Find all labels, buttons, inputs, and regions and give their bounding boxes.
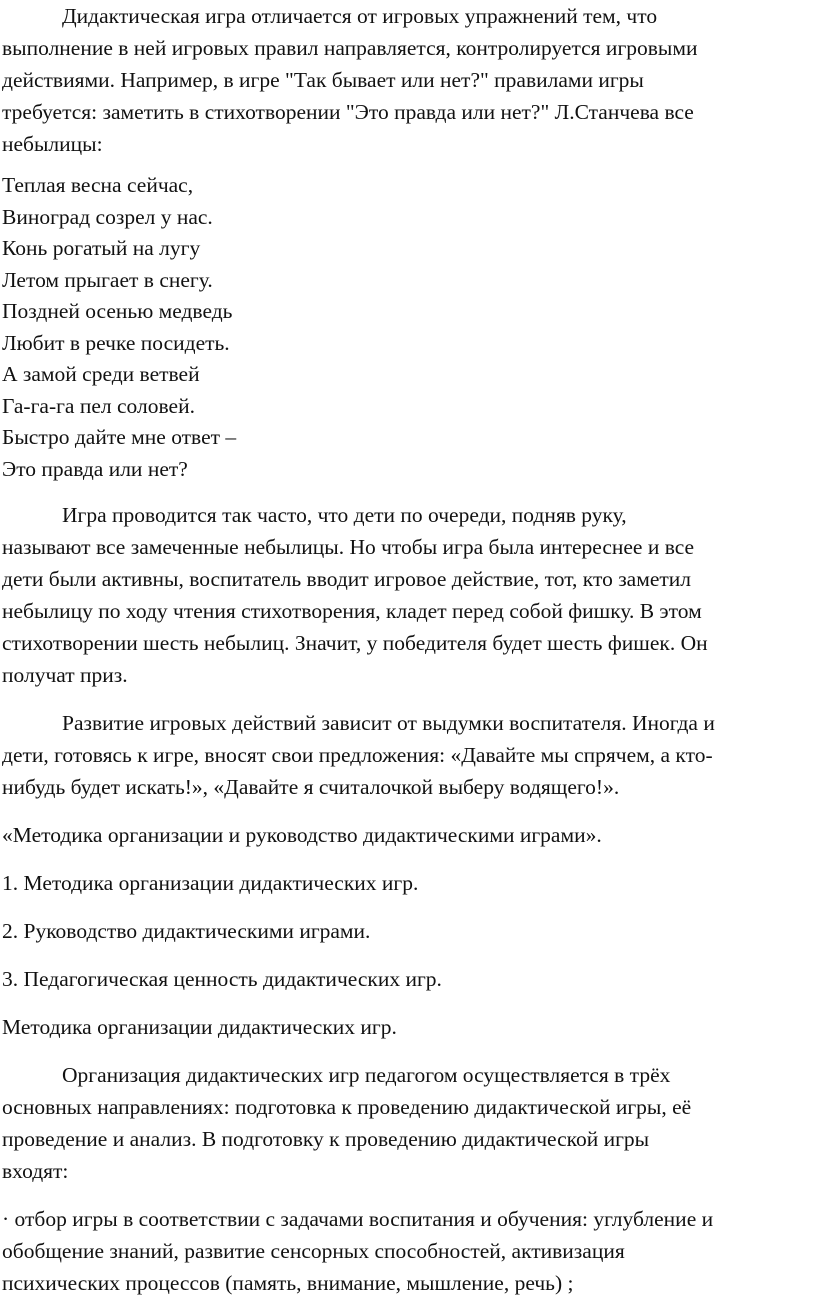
text-line: обобщение знаний, развитие сенсорных способностей, активизация xyxy=(2,1239,625,1263)
text-line: стихотворении шесть небылиц. Значит, у победителя будет шесть фишек. Он xyxy=(2,631,708,655)
text-line: небылицу по ходу чтения стихотворения, кладет перед собой фишку. В этом xyxy=(2,599,702,623)
paragraph-game-procedure xyxy=(2,499,814,691)
text-line: Развитие игровых действий зависит от выдумки воспитателя. Иногда и xyxy=(62,711,715,735)
outline-item: 1. Методика организации дидактических игр. xyxy=(2,871,419,895)
text-line: психических процессов (память, внимание, мышление, речь) ; xyxy=(2,1271,574,1295)
text-line: · отбор игры в соответствии с задачами воспитания и обучения: углубление и xyxy=(2,1207,714,1231)
poem-line: Быстро дайте мне ответ – xyxy=(2,425,237,449)
document-page xyxy=(2,0,814,1299)
section-title: «Методика организации и руководство дидактическими играми». xyxy=(2,823,602,847)
paragraph-didactic-game-definition xyxy=(2,0,814,160)
text-line: входят: xyxy=(2,1159,69,1183)
outline-item: 3. Педагогическая ценность дидактических игр. xyxy=(2,967,442,991)
text-line: дети были активны, воспитатель вводит игровое действие, тот, кто заметил xyxy=(2,567,692,591)
text-line: проведение и анализ. В подготовку к проведению дидактической игры xyxy=(2,1127,650,1151)
poem-is-it-true xyxy=(2,170,814,485)
subsection-title: Методика организации дидактических игр. xyxy=(2,1015,397,1039)
text-line: выполнение в ней игровых правил направляется, контролируется игровыми xyxy=(2,36,698,60)
text-line: Игра проводится так часто, что дети по очереди, подняв руку, xyxy=(62,503,627,527)
bullet-item-game-selection xyxy=(2,1203,814,1299)
poem-line: Га-га-га пел соловей. xyxy=(2,393,195,418)
poem-line: А замой среди ветвей xyxy=(2,362,200,386)
text-line: называют все замеченные небылицы. Но чтобы игра была интереснее и все xyxy=(2,535,695,559)
text-line: получат приз. xyxy=(2,663,128,687)
text-line: небылицы: xyxy=(2,132,103,156)
poem-line: Летом прыгает в снегу. xyxy=(2,267,213,292)
outline-list xyxy=(2,867,814,995)
text-line: требуется: заметить в стихотворении "Это правда или нет?" Л.Станчева все xyxy=(2,100,694,124)
text-line: действиями. Например, в игре "Так бывает или нет?" правилами игры xyxy=(2,68,644,92)
poem-line: Конь рогатый на лугу xyxy=(2,236,201,260)
poem-line: Любит в речке посидеть. xyxy=(2,330,230,355)
poem-line: Виноград созрел у нас. xyxy=(2,204,213,229)
poem-line: Это правда или нет? xyxy=(2,456,188,481)
poem-line: Теплая весна сейчас, xyxy=(2,173,194,197)
text-line: Организация дидактических игр педагогом осуществляется в трёх xyxy=(62,1063,671,1087)
text-line: Дидактическая игра отличается от игровых упражнений тем, что xyxy=(62,4,658,28)
text-line: нибудь будет искать!», «Давайте я считалочкой выберу водящего!». xyxy=(2,775,620,799)
outline-item: 2. Руководство дидактическими играми. xyxy=(2,919,371,943)
paragraph-game-actions xyxy=(2,707,814,803)
text-line: основных направлениях: подготовка к проведению дидактической игры, её xyxy=(2,1095,692,1119)
paragraph-organization xyxy=(2,1059,814,1187)
text-line: дети, готовясь к игре, вносят свои предложения: «Давайте мы спрячем, а кто- xyxy=(2,743,713,767)
poem-line: Поздней осенью медведь xyxy=(2,299,233,323)
